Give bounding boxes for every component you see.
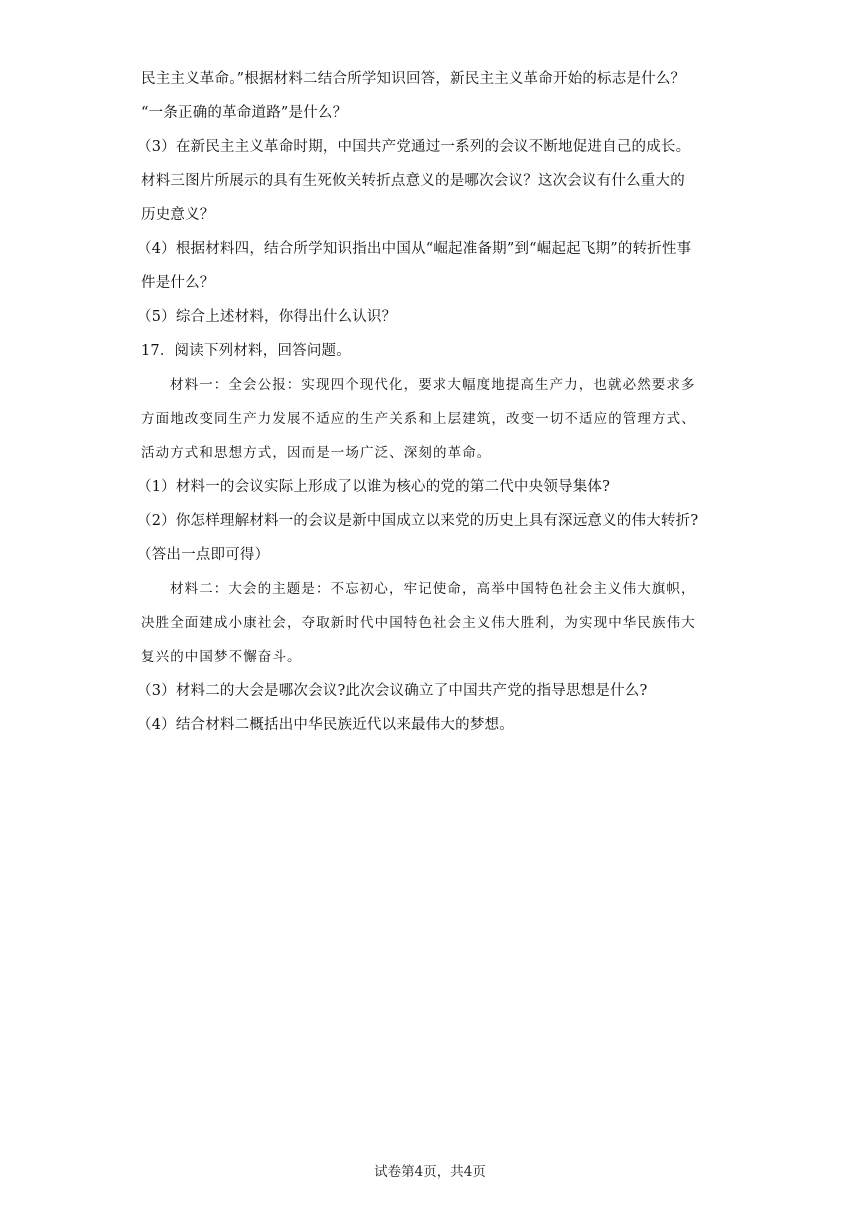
material-2-text: 复兴的中国梦不懈奋斗。 <box>141 649 302 665</box>
question-4: （4）根据材料四，结合所学知识指出中国从“崛起准备期”到“崛起起飞期”的转折性事 <box>137 241 692 257</box>
question-3: （3）在新民主主义革命时期，中国共产党通过一系列的会议不断地促进自己的成长。 <box>137 139 691 155</box>
text-line: 历史意义？ <box>141 207 215 223</box>
question-17-2: （2）你怎样理解材料一的会议是新中国成立以来党的历史上具有深远意义的伟大转折? <box>137 513 699 529</box>
page-content <box>137 62 721 742</box>
material-1-text: 材料一：全会公报：实现四个现代化，要求大幅度地提高生产力，也就必然要求多 <box>170 377 696 393</box>
material-1-text: 活动方式和思想方式，因而是一场广泛、深刻的革命。 <box>141 445 492 461</box>
page-footer: 试卷第4页，共4页 <box>374 1164 486 1180</box>
question-17-1: （1）材料一的会议实际上形成了以谁为核心的党的第二代中央领导集体? <box>137 479 611 495</box>
text-line: 件是什么？ <box>141 275 215 291</box>
text-line: 民主主义革命。”根据材料二结合所学知识回答，新民主主义革命开始的标志是什么？ <box>141 71 686 87</box>
text-line: 材料三图片所展示的具有生死攸关转折点意义的是哪次会议？这次会议有什么重大的 <box>141 173 685 189</box>
material-2-text: 材料二：大会的主题是：不忘初心，牢记使命，高举中国特色社会主义伟大旗帜， <box>170 581 696 597</box>
material-2-text: 决胜全面建成小康社会，夺取新时代中国特色社会主义伟大胜利，为实现中华民族伟大 <box>141 615 696 631</box>
question-17-heading: 17．阅读下列材料，回答问题。 <box>141 343 351 359</box>
material-1-text: 方面地改变同生产力发展不适应的生产关系和上层建筑，改变一切不适应的管理方式、 <box>141 411 696 427</box>
question-17-4: （4）结合材料二概括出中华民族近代以来最伟大的梦想。 <box>137 717 514 733</box>
question-5: （5）综合上述材料，你得出什么认识？ <box>137 309 397 325</box>
question-17-2-note: （答出一点即可得） <box>137 547 270 563</box>
text-line: “一条正确的革命道路”是什么？ <box>141 105 348 121</box>
question-17-3: （3）材料二的大会是哪次会议?此次会议确立了中国共产党的指导思想是什么? <box>137 683 648 699</box>
